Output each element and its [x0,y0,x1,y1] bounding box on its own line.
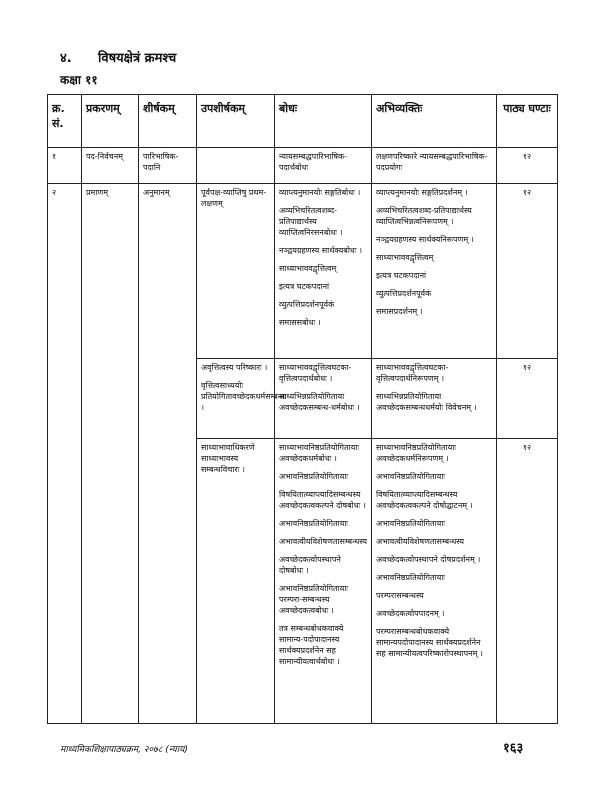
cell-text: व्युत्पत्तिप्रदर्शनपूर्वकं [376,289,432,298]
cell-upashirshakam [197,359,287,439]
footer-title: माध्यमिकशिक्षापाठ्यक्रम, २०७८ (न्याय) [60,745,188,755]
cell-hours: १२ [497,439,558,724]
cell-text: व्याप्त्यनुमानयोः सङ्गतिप्रदर्शनम् । [376,188,468,197]
cell-text: विषयितात्व्याप्त्यादिसम्बन्धस्य अवच्छेदकत्वकल्पने दोषोद्घाटनम् । [376,490,473,510]
cell-hours: १२ [497,359,558,439]
cell-prakaranam: पद-निर्वचनम् [82,148,139,184]
header-sn: क्र. सं. [48,95,82,148]
cell-text: साध्याभावनिष्ठप्रतियोगितायाः अवच्छेदकधर्मबोधः । [279,443,359,463]
cell-bodha [275,184,372,359]
header-shirshakam: शीर्षकम् [139,95,197,148]
header-abhivyakti: अभिव्यक्तिः [372,95,497,148]
cell-text: अभावनिष्ठप्रतियोगितायाः [279,472,348,481]
cell-text: साध्याभाववद्वृत्तित्वघटका-वृत्तित्वपदार्थबोधः । [279,363,352,383]
cell-text: समाससबोधः । [279,318,321,327]
cell-text: अभावत्वीयविशेषणतासम्बन्धस्य [376,537,464,546]
section-title: विषयक्षेत्रं क्रमश्च [98,51,177,66]
cell-sn: १ [48,148,82,184]
cell-text: तत्र सम्बन्धबोधकवाक्ये सामान्य-पदोपादानस्य सार्थक्यप्रदर्शनेन सह सामान्यीयत्वार्थबोधः । [279,624,344,666]
cell-hours: १२ [497,184,558,359]
cell-text: परम्परासम्बन्धस्य [376,591,424,600]
cell-text: लक्षणपरिष्कारे न्यायसम्बद्धपारिभाषिक-पदप्रयोगः [376,152,488,172]
cell-hours: १२ [497,148,558,184]
cell-upashirshakam: पूर्वपक्ष-व्याप्तिषु प्रथम-लक्षणम् [197,184,275,359]
section-number: ४. [60,51,72,66]
cell-prakaranam: प्रमाणम् [82,184,139,724]
class-label: कक्षा ११ [60,73,98,87]
cell-text: साध्याभाववद्वृत्तित्वम् [376,253,434,262]
table-row [48,184,558,359]
cell-bodha [275,148,372,184]
cell-text: नञ्द्वयग्रहणस्य सार्थक्यबोधः । [279,246,363,255]
cell-text: न्यायसम्बद्धपारिभाषिक-पदार्थबोधः [279,152,348,172]
header-hours: पाठ्य घण्टाः [497,95,558,148]
cell-text: अभावत्वीयविशेषणतासम्बन्धस्य [279,537,367,546]
cell-bodha [275,359,372,439]
header-prakaranam: प्रकरणम् [82,95,139,148]
cell-text: इत्यत्र घटकपदानां [376,271,427,280]
cell-text: व्युत्पत्तिप्रदर्शनपूर्वकं [279,300,335,309]
cell-text: परम्परासम्बन्धबोधकवाक्ये सामान्यपदोपादानस्य सार्थक्यप्रदर्शनेन सह सामान्यीयत्वपरिष्कारोपस्थापनम् । [376,627,483,658]
cell-text: अव्यभिचरितत्वशब्द-प्रतिपाद्यार्थस्य व्याप्तित्वनिरसनबोधः । [279,206,343,237]
cell-abhivyakti [372,148,497,184]
cell-text: वृत्तित्वसाध्ययोः प्रतियोगितावच्छेदकधर्मसम्बन्धः । [201,381,287,412]
cell-text: साध्याभाववद्वृत्तित्वघटका-वृत्तित्वपदार्थनिरूपणम् । [376,363,449,383]
cell-text: विषयितात्व्याप्त्यादिसम्बन्धस्य अवच्छेदकत्वकल्पने दोषबोधः । [279,490,366,510]
cell-text: अभावनिष्ठप्रतियोगितायाः परम्परा-सम्बन्धस्य अवच्छेदकत्वबोधः । [279,584,348,615]
cell-text: साध्याभावनिष्ठप्रतियोगितायाः अवच्छेदकधर्मनिरूपणम् । [376,443,456,463]
cell-text: अव्यभिचरितत्वशब्द-प्रतिपाद्यार्थस्य व्याप्तित्वभिन्नत्वनिरूपणम् । [376,206,472,226]
page-number: १६३ [503,741,524,756]
cell-text: अवच्छेदकत्वोपस्थापने दोषबोधः । [279,555,341,575]
cell-text: अभावनिष्ठप्रतियोगितायाः [376,573,445,582]
cell-text: नञ्द्वयग्रहणस्य सार्थक्यनिरूपणम् । [376,235,474,244]
table-row [48,148,558,184]
section-heading [60,48,176,66]
cell-abhivyakti [372,439,497,724]
curriculum-table [47,94,558,724]
cell-text: साध्यभिन्नप्रतियोगिताया अवच्छेदकसम्बन्धधर्मयोः विवेचनम् । [376,392,477,412]
cell-text: अवच्छेदकत्वोपपादनम् । [376,609,445,618]
cell-text: साध्याभाववद्वृत्तित्वम् [279,264,337,273]
cell-upashirshakam: साध्याभावाधिकरणे साध्याभावस्य सम्बन्धविचारः । [197,439,275,724]
header-upashirshakam: उपशीर्षकम् [197,95,275,148]
cell-shirshakam: अनुमानम् [139,184,197,724]
cell-abhivyakti [372,184,497,359]
cell-abhivyakti [372,359,497,439]
header-bodha: बोधः [275,95,372,148]
cell-text: व्याप्त्यनुमानयोः सङ्गतिबोधः । [279,188,361,197]
cell-text: समासप्रदर्शनम् । [376,307,423,316]
table-header-row [48,95,558,148]
cell-upashirshakam [197,148,275,184]
cell-text: अभावनिष्ठप्रतियोगितायाः [279,519,348,528]
cell-shirshakam: पारिभाषिक-पदानि [139,148,197,184]
cell-text: इत्यत्र घटकपदानां [279,282,330,291]
cell-text: साध्यभिन्नप्रतियोगिताया अवच्छेदकसम्बन्ध-धर्मबोधः । [279,392,360,412]
cell-text: अवृत्तित्वस्य परिष्कारः । [201,363,268,372]
cell-sn: २ [48,184,82,724]
cell-text: अभावनिष्ठप्रतियोगितायाः [376,472,445,481]
cell-bodha [275,439,372,724]
cell-text: अवच्छेदकत्वोपस्थापने दोषप्रदर्शनम् । [376,555,481,564]
cell-text: अभावनिष्ठप्रतियोगितायाः [376,519,445,528]
